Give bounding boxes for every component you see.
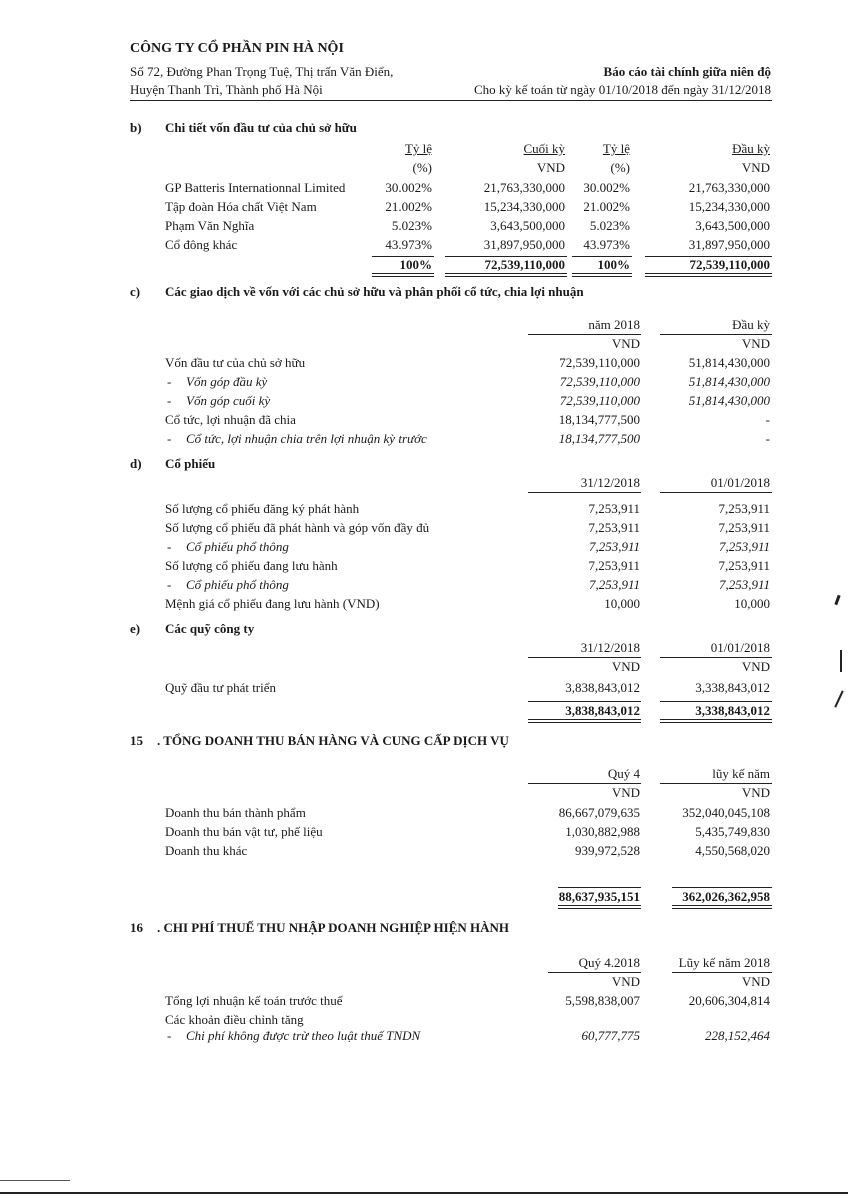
e-total-double-rule — [528, 719, 641, 723]
d-row-value: 7,253,911 — [718, 501, 770, 516]
e-row-value: 3,838,843,012 — [565, 680, 640, 695]
b-row-value: 21.002% — [385, 199, 432, 214]
c-row-value: 51,814,430,000 — [688, 374, 770, 389]
b-row-value: 43.973% — [583, 237, 630, 252]
b-row-label: GP Batteris Internationnal Limited — [165, 180, 346, 195]
c-row-value: - — [765, 412, 770, 427]
section-c-letter: c) — [130, 284, 141, 299]
b-row-value: 5.023% — [391, 218, 432, 233]
s15-total-double-rule — [558, 905, 641, 909]
s15-col1-header: Quý 4 — [607, 766, 640, 781]
d-header-rule — [528, 492, 641, 493]
s16-row-label: Các khoản điều chỉnh tăng — [165, 1012, 304, 1027]
d-row-value: 7,253,911 — [588, 501, 640, 516]
s15-col1-unit: VND — [611, 785, 640, 800]
company-name: CÔNG TY CỔ PHẦN PIN HÀ NỘI — [130, 41, 344, 56]
c-row-value: 18,134,777,500 — [558, 431, 640, 446]
b-row-label: Phạm Văn Nghĩa — [165, 218, 255, 233]
s16-row-label: Chi phí không được trừ theo luật thuế TNDN — [186, 1028, 421, 1043]
s15-row-label: Doanh thu bán thành phẩm — [165, 805, 306, 820]
e-header-rule — [660, 657, 772, 658]
s15-header-rule — [528, 783, 641, 784]
c-row-dash: - — [167, 393, 172, 408]
e-col2-header: 01/01/2018 — [710, 640, 770, 655]
c-col1-header: năm 2018 — [588, 317, 640, 332]
scan-mark — [0, 1180, 70, 1181]
s16-col1-unit: VND — [611, 974, 640, 989]
b-total-double-rule — [445, 273, 567, 277]
s15-header-rule — [660, 783, 772, 784]
s15-row-label: Doanh thu khác — [165, 843, 248, 858]
e-total-value: 3,838,843,012 — [565, 703, 640, 718]
d-row-label: Cổ phiếu phổ thông — [186, 539, 289, 554]
s16-row-label: Tổng lợi nhuận kế toán trước thuế — [165, 993, 343, 1008]
b-row-value: 3,643,500,000 — [490, 218, 565, 233]
d-col1-header: 31/12/2018 — [580, 475, 640, 490]
d-row-value: 7,253,911 — [588, 539, 640, 554]
s16-row-dash: - — [167, 1028, 172, 1043]
c-col2-header: Đầu kỳ — [732, 317, 770, 332]
b-col4-header: Đầu kỳ — [732, 141, 770, 156]
b-total-value: 72,539,110,000 — [484, 257, 565, 272]
d-row-label: Mệnh giá cổ phiếu đang lưu hành (VND) — [165, 596, 380, 611]
d-row-value: 10,000 — [604, 596, 640, 611]
s15-row-label: Doanh thu bán vật tư, phế liệu — [165, 824, 323, 839]
d-row-label: Cổ phiếu phổ thông — [186, 577, 289, 592]
b-col2-unit: VND — [536, 160, 565, 175]
c-col1-unit: VND — [611, 336, 640, 351]
section-b-letter: b) — [130, 120, 142, 135]
d-header-rule — [660, 492, 772, 493]
b-row-value: 15,234,330,000 — [483, 199, 565, 214]
report-period: Cho kỳ kế toán từ ngày 01/10/2018 đến ngày 31/12/2018 — [474, 82, 771, 97]
c-row-value: 72,539,110,000 — [559, 374, 640, 389]
b-total-double-rule — [572, 273, 632, 277]
s16-col2-header: Lũy kế năm 2018 — [678, 955, 770, 970]
b-total-value: 100% — [399, 257, 432, 272]
s15-col2-header: lũy kế năm — [712, 766, 770, 781]
e-col1-unit: VND — [611, 659, 640, 674]
section-16-title: . CHI PHÍ THUẾ THU NHẬP DOANH NGHIỆP HIỆN HÀNH — [157, 920, 510, 935]
section-e-letter: e) — [130, 621, 141, 636]
scan-bottom-edge — [0, 1192, 848, 1194]
b-row-value: 3,643,500,000 — [695, 218, 770, 233]
d-row-dash: - — [167, 577, 172, 592]
s15-total-rule — [672, 887, 772, 888]
e-header-rule — [528, 657, 641, 658]
section-c-title: Các giao dịch về vốn với các chủ sở hữu và phân phối cổ tức, chia lợi nhuận — [165, 284, 584, 299]
section-15-title: . TỔNG DOANH THU BÁN HÀNG VÀ CUNG CẤP DỊCH VỤ — [157, 733, 509, 748]
e-total-rule — [528, 701, 641, 702]
c-header-rule — [660, 334, 772, 335]
d-col2-header: 01/01/2018 — [710, 475, 770, 490]
s15-total-rule — [558, 887, 641, 888]
d-row-dash: - — [167, 539, 172, 554]
s16-header-rule — [672, 972, 772, 973]
d-row-value: 7,253,911 — [718, 558, 770, 573]
c-row-label: Vốn góp đầu kỳ — [186, 374, 268, 389]
s16-header-rule — [548, 972, 641, 973]
b-col3-unit: (%) — [610, 160, 630, 175]
d-row-value: 7,253,911 — [588, 577, 640, 592]
c-row-value: 72,539,110,000 — [559, 355, 640, 370]
b-total-double-rule — [645, 273, 772, 277]
s16-col2-unit: VND — [741, 974, 770, 989]
s16-col1-header: Quý 4.2018 — [578, 955, 640, 970]
b-row-value: 15,234,330,000 — [688, 199, 770, 214]
section-d-letter: d) — [130, 456, 142, 471]
c-row-value: 18,134,777,500 — [558, 412, 640, 427]
d-row-value: 7,253,911 — [718, 577, 770, 592]
c-row-label: Vốn góp cuối kỳ — [186, 393, 271, 408]
company-address-line1: Số 72, Đường Phan Trọng Tuệ, Thị trấn Văn Điển, — [130, 64, 394, 79]
e-col1-header: 31/12/2018 — [580, 640, 640, 655]
b-col4-unit: VND — [741, 160, 770, 175]
scan-mark — [834, 690, 843, 707]
s15-total-double-rule — [672, 905, 772, 909]
d-row-label: Số lượng cổ phiếu đã phát hành và góp vốn đầy đủ — [165, 520, 430, 535]
s15-col2-unit: VND — [741, 785, 770, 800]
s15-row-value: 4,550,568,020 — [695, 843, 770, 858]
c-row-value: 51,814,430,000 — [688, 393, 770, 408]
section-b-title: Chi tiết vốn đầu tư của chủ sở hữu — [165, 120, 357, 135]
d-row-value: 10,000 — [734, 596, 770, 611]
b-col3-header: Tỷ lệ — [602, 141, 630, 156]
b-total-value: 72,539,110,000 — [689, 257, 770, 272]
s16-row-value: 60,777,775 — [581, 1028, 640, 1043]
s15-row-value: 352,040,045,108 — [682, 805, 770, 820]
b-col1-unit: (%) — [412, 160, 432, 175]
s15-row-value: 86,667,079,635 — [558, 805, 640, 820]
b-row-value: 31,897,950,000 — [688, 237, 770, 252]
c-row-value: 72,539,110,000 — [559, 393, 640, 408]
s15-total-value: 362,026,362,958 — [682, 889, 770, 904]
d-row-value: 7,253,911 — [588, 558, 640, 573]
b-row-value: 30.002% — [583, 180, 630, 195]
c-row-dash: - — [167, 431, 172, 446]
s15-row-value: 939,972,528 — [575, 843, 640, 858]
b-row-value: 5.023% — [589, 218, 630, 233]
c-row-label: Vốn đầu tư của chủ sở hữu — [165, 355, 306, 370]
b-row-value: 21.002% — [583, 199, 630, 214]
b-row-value: 30.002% — [385, 180, 432, 195]
d-row-value: 7,253,911 — [718, 539, 770, 554]
e-total-value: 3,338,843,012 — [695, 703, 770, 718]
section-15-number: 15 — [130, 733, 143, 748]
b-col2-header: Cuối kỳ — [523, 141, 565, 156]
c-row-label: Cổ tức, lợi nhuận đã chia — [165, 412, 296, 427]
e-row-label: Quỹ đầu tư phát triển — [165, 680, 277, 695]
b-row-value: 43.973% — [385, 237, 432, 252]
b-row-value: 21,763,330,000 — [688, 180, 770, 195]
scan-mark — [840, 650, 842, 672]
c-header-rule — [528, 334, 641, 335]
c-row-label: Cổ tức, lợi nhuận chia trên lợi nhuận kỳ trước — [186, 431, 427, 446]
section-d-title: Cổ phiếu — [165, 456, 216, 471]
report-title: Báo cáo tài chính giữa niên độ — [603, 64, 771, 79]
s15-row-value: 5,435,749,830 — [695, 824, 770, 839]
b-row-value: 31,897,950,000 — [483, 237, 565, 252]
e-col2-unit: VND — [741, 659, 770, 674]
e-total-rule — [660, 701, 772, 702]
d-row-label: Số lượng cổ phiếu đang lưu hành — [165, 558, 338, 573]
e-total-double-rule — [660, 719, 772, 723]
s16-row-value: 20,606,304,814 — [688, 993, 770, 1008]
b-row-label: Tập đoàn Hóa chất Việt Nam — [165, 199, 317, 214]
header-rule — [130, 100, 772, 101]
e-row-value: 3,338,843,012 — [695, 680, 770, 695]
s16-row-value: 5,598,838,007 — [565, 993, 640, 1008]
b-total-value: 100% — [597, 257, 630, 272]
c-row-value: - — [765, 431, 770, 446]
c-row-dash: - — [167, 374, 172, 389]
d-row-value: 7,253,911 — [718, 520, 770, 535]
scan-mark — [834, 595, 840, 605]
b-row-value: 21,763,330,000 — [483, 180, 565, 195]
d-row-value: 7,253,911 — [588, 520, 640, 535]
c-row-value: 51,814,430,000 — [688, 355, 770, 370]
company-address-line2: Huyện Thanh Trì, Thành phố Hà Nội — [130, 82, 323, 97]
section-e-title: Các quỹ công ty — [165, 621, 255, 636]
d-row-label: Số lượng cổ phiếu đăng ký phát hành — [165, 501, 360, 516]
s15-row-value: 1,030,882,988 — [565, 824, 640, 839]
b-col1-header: Tỷ lệ — [404, 141, 432, 156]
b-row-label: Cổ đông khác — [165, 237, 238, 252]
b-total-double-rule — [372, 273, 434, 277]
s16-row-value: 228,152,464 — [705, 1028, 770, 1043]
c-col2-unit: VND — [741, 336, 770, 351]
s15-total-value: 88,637,935,151 — [558, 889, 640, 904]
section-16-number: 16 — [130, 920, 143, 935]
